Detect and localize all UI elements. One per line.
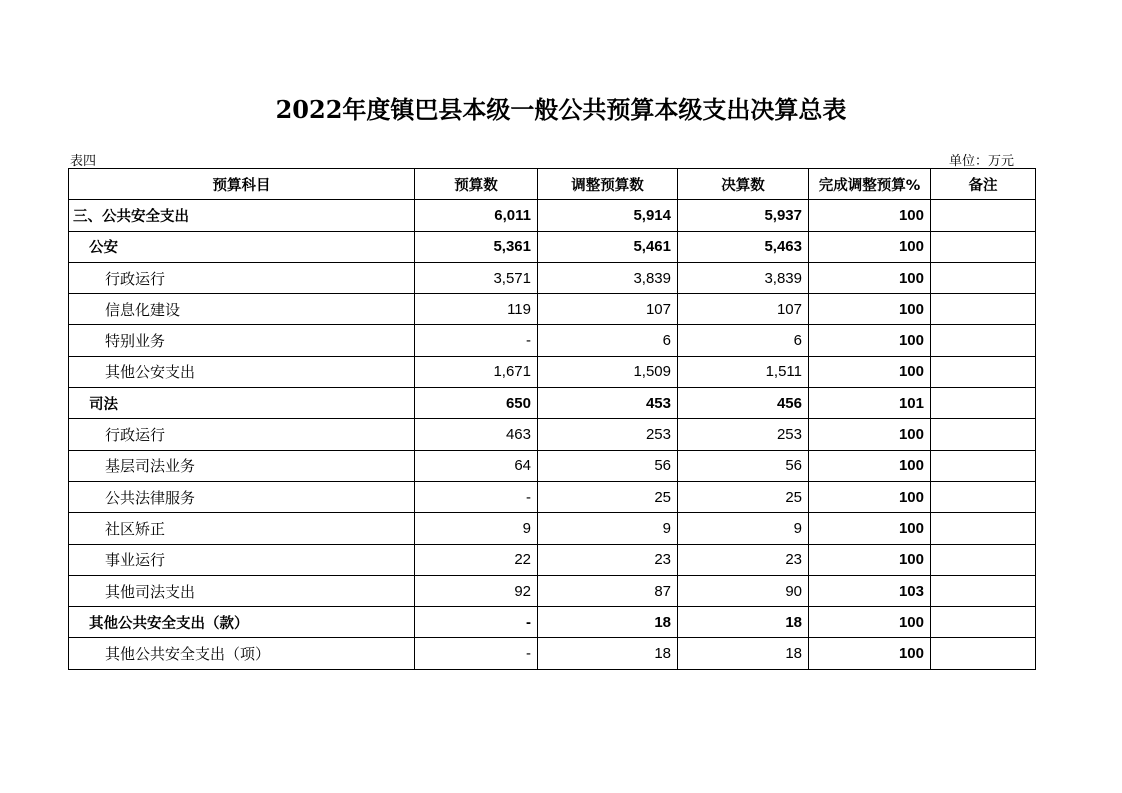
remarks-cell xyxy=(931,325,1036,356)
adjusted-budget-cell: 3,839 xyxy=(538,262,678,293)
header-remarks: 备注 xyxy=(931,169,1036,200)
completion-rate-cell: 100 xyxy=(809,325,931,356)
budget-cell: 650 xyxy=(415,388,538,419)
completion-rate-cell: 100 xyxy=(809,200,931,231)
final-accounts-cell: 9 xyxy=(678,513,809,544)
table-row xyxy=(69,575,1036,606)
table-row xyxy=(69,544,1036,575)
subject-cell: 其他公共安全支出（款） xyxy=(69,607,415,638)
completion-rate-cell: 101 xyxy=(809,388,931,419)
budget-cell: 3,571 xyxy=(415,262,538,293)
table-row xyxy=(69,638,1036,669)
remarks-cell xyxy=(931,575,1036,606)
subject-cell: 社区矫正 xyxy=(69,513,415,544)
remarks-cell xyxy=(931,200,1036,231)
remarks-cell xyxy=(931,513,1036,544)
budget-cell: 22 xyxy=(415,544,538,575)
remarks-cell xyxy=(931,231,1036,262)
remarks-cell xyxy=(931,356,1036,387)
budget-cell: 6,011 xyxy=(415,200,538,231)
completion-rate-cell: 100 xyxy=(809,450,931,481)
completion-rate-cell: 100 xyxy=(809,294,931,325)
subject-cell: 司法 xyxy=(69,388,415,419)
completion-rate-cell: 103 xyxy=(809,575,931,606)
unit-label: 单位：万元 xyxy=(948,154,1014,169)
subject-cell: 信息化建设 xyxy=(69,294,415,325)
subject-cell: 行政运行 xyxy=(69,262,415,293)
adjusted-budget-cell: 18 xyxy=(538,638,678,669)
remarks-cell xyxy=(931,294,1036,325)
final-accounts-cell: 18 xyxy=(678,638,809,669)
subject-cell: 其他公共安全支出（项） xyxy=(69,638,415,669)
remarks-cell xyxy=(931,638,1036,669)
budget-cell: - xyxy=(415,607,538,638)
final-accounts-cell: 253 xyxy=(678,419,809,450)
budget-cell: 9 xyxy=(415,513,538,544)
budget-cell: 1,671 xyxy=(415,356,538,387)
subject-cell: 事业运行 xyxy=(69,544,415,575)
final-accounts-cell: 3,839 xyxy=(678,262,809,293)
adjusted-budget-cell: 87 xyxy=(538,575,678,606)
remarks-cell xyxy=(931,481,1036,512)
final-accounts-cell: 18 xyxy=(678,607,809,638)
budget-cell: - xyxy=(415,481,538,512)
completion-rate-cell: 100 xyxy=(809,231,931,262)
table-row xyxy=(69,450,1036,481)
adjusted-budget-cell: 253 xyxy=(538,419,678,450)
header-adjusted-budget: 调整预算数 xyxy=(538,169,678,200)
completion-rate-cell: 100 xyxy=(809,419,931,450)
table-number: 表四 xyxy=(70,154,97,169)
subject-cell: 行政运行 xyxy=(69,419,415,450)
budget-cell: 119 xyxy=(415,294,538,325)
adjusted-budget-cell: 9 xyxy=(538,513,678,544)
table-row xyxy=(69,325,1036,356)
subject-cell: 公共法律服务 xyxy=(69,481,415,512)
adjusted-budget-cell: 5,461 xyxy=(538,231,678,262)
adjusted-budget-cell: 1,509 xyxy=(538,356,678,387)
adjusted-budget-cell: 453 xyxy=(538,388,678,419)
final-accounts-cell: 1,511 xyxy=(678,356,809,387)
completion-rate-cell: 100 xyxy=(809,481,931,512)
budget-cell: 92 xyxy=(415,575,538,606)
final-accounts-cell: 6 xyxy=(678,325,809,356)
adjusted-budget-cell: 6 xyxy=(538,325,678,356)
adjusted-budget-cell: 18 xyxy=(538,607,678,638)
adjusted-budget-cell: 5,914 xyxy=(538,200,678,231)
subject-cell: 其他公安支出 xyxy=(69,356,415,387)
budget-cell: 64 xyxy=(415,450,538,481)
table-row xyxy=(69,262,1036,293)
subject-cell: 基层司法业务 xyxy=(69,450,415,481)
remarks-cell xyxy=(931,450,1036,481)
budget-cell: 5,361 xyxy=(415,231,538,262)
final-accounts-cell: 456 xyxy=(678,388,809,419)
completion-rate-cell: 100 xyxy=(809,513,931,544)
table-row xyxy=(69,231,1036,262)
final-accounts-cell: 23 xyxy=(678,544,809,575)
completion-rate-cell: 100 xyxy=(809,544,931,575)
budget-cell: - xyxy=(415,638,538,669)
page-title: 2022年度镇巴县本级一般公共预算本级支出决算总表 xyxy=(275,95,847,124)
final-accounts-cell: 5,463 xyxy=(678,231,809,262)
table-row xyxy=(69,481,1036,512)
header-subject: 预算科目 xyxy=(69,169,415,200)
header-row xyxy=(69,169,1036,200)
header-budget: 预算数 xyxy=(415,169,538,200)
remarks-cell xyxy=(931,388,1036,419)
table-row xyxy=(69,513,1036,544)
adjusted-budget-cell: 107 xyxy=(538,294,678,325)
subject-cell: 特别业务 xyxy=(69,325,415,356)
budget-cell: - xyxy=(415,325,538,356)
table-row xyxy=(69,294,1036,325)
completion-rate-cell: 100 xyxy=(809,356,931,387)
table-body xyxy=(69,200,1036,669)
final-accounts-cell: 25 xyxy=(678,481,809,512)
completion-rate-cell: 100 xyxy=(809,638,931,669)
final-accounts-cell: 107 xyxy=(678,294,809,325)
adjusted-budget-cell: 23 xyxy=(538,544,678,575)
budget-cell: 463 xyxy=(415,419,538,450)
subject-cell: 三、公共安全支出 xyxy=(69,200,415,231)
remarks-cell xyxy=(931,607,1036,638)
final-accounts-cell: 5,937 xyxy=(678,200,809,231)
completion-rate-cell: 100 xyxy=(809,262,931,293)
final-accounts-cell: 90 xyxy=(678,575,809,606)
table-row xyxy=(69,419,1036,450)
final-accounts-cell: 56 xyxy=(678,450,809,481)
subject-cell: 其他司法支出 xyxy=(69,575,415,606)
table-row xyxy=(69,200,1036,231)
remarks-cell xyxy=(931,262,1036,293)
remarks-cell xyxy=(931,419,1036,450)
table-row xyxy=(69,356,1036,387)
header-completion-rate: 完成调整预算% xyxy=(809,169,931,200)
adjusted-budget-cell: 25 xyxy=(538,481,678,512)
header-final-accounts: 决算数 xyxy=(678,169,809,200)
completion-rate-cell: 100 xyxy=(809,607,931,638)
adjusted-budget-cell: 56 xyxy=(538,450,678,481)
table-row xyxy=(69,388,1036,419)
subject-cell: 公安 xyxy=(69,231,415,262)
remarks-cell xyxy=(931,544,1036,575)
table-row xyxy=(69,607,1036,638)
budget-table xyxy=(68,168,1036,670)
